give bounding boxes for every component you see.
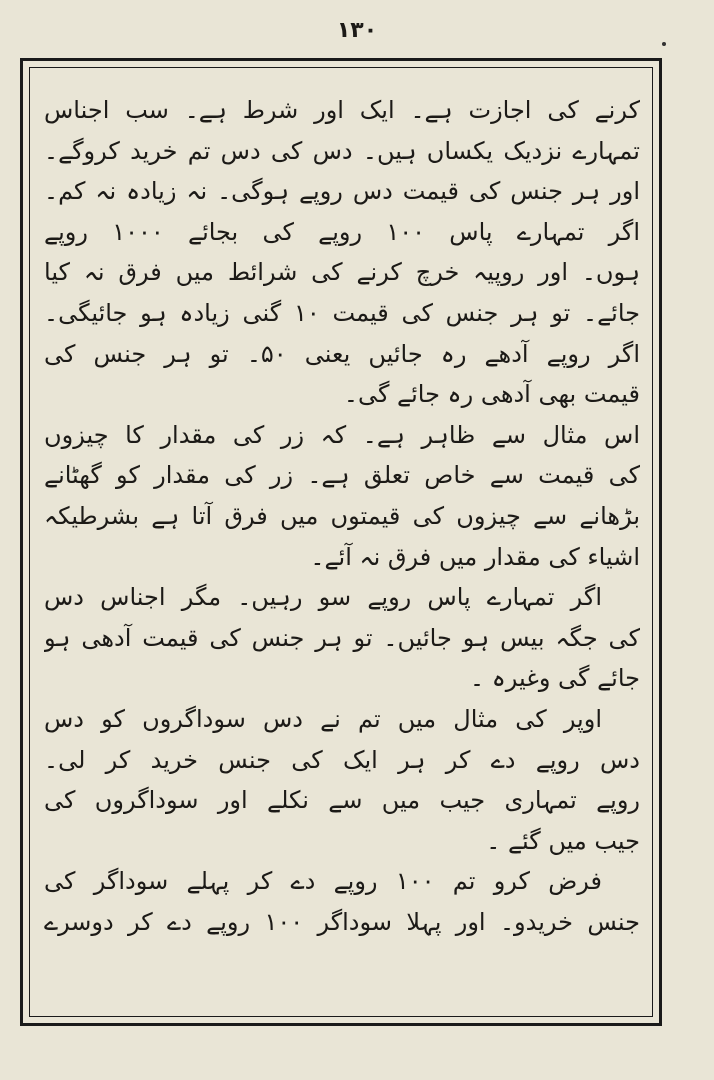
page-number: ۱۳۰ <box>336 18 378 43</box>
ink-dot <box>662 42 666 46</box>
text-line: روپے تمہاری جیب میں سے نکلے اور سوداگروں کی <box>44 786 640 815</box>
text-line: اگر تمہارے پاس روپے سو رہیں۔ مگر اجناس دس <box>44 583 602 612</box>
text-line: ہوں۔ اور روپیہ خرچ کرنے کی شرائط میں فرق نہ کیا <box>44 258 640 287</box>
text-line: جیب میں گئے ۔ <box>486 826 640 855</box>
text-line: جنس خریدو۔ اور پہلا سوداگر ۱۰۰ روپے دے کر دوسرے <box>44 907 640 936</box>
text-line: اوپر کی مثال میں تم نے دس سوداگروں کو دس <box>44 704 602 733</box>
text-line: کرنے کی اجازت ہے۔ ایک اور شرط ہے۔ سب اجناس <box>44 96 640 124</box>
text-line: اگر روپے آدھے رہ جائیں یعنی ۵۰۔ تو ہر جنس کی <box>44 339 640 368</box>
body-text <box>44 90 640 1010</box>
text-line: اشیاء کی مقدار میں فرق نہ آئے۔ <box>310 542 640 571</box>
text-line: بڑھانے سے چیزوں کی قیمتوں میں فرق آتا ہے بشرطیکہ <box>44 501 640 530</box>
text-line: فرض کرو تم ۱۰۰ روپے دے کر پہلے سوداگر کی <box>44 867 603 896</box>
text-line: جائے گی وغیرہ ۔ <box>470 664 640 693</box>
text-line: کی قیمت سے خاص تعلق ہے۔ زر کی مقدار کو گھٹانے <box>44 461 640 490</box>
text-line: اس مثال سے ظاہر ہے۔ کہ زر کی مقدار کا چیزوں <box>44 420 640 449</box>
text-line: تمہارے نزدیک یکساں ہیں۔ دس کی دس تم خرید کروگے۔ <box>44 136 640 165</box>
text-line: جائے۔ تو ہر جنس کی قیمت ۱۰ گنی زیادہ ہو جائیگی۔ <box>44 298 640 327</box>
text-line: قیمت بھی آدھی رہ جائے گی۔ <box>343 380 640 409</box>
text-line: اور ہر جنس کی قیمت دس روپے ہوگی۔ نہ زیادہ نہ کم۔ <box>44 177 640 206</box>
text-line: کی جگہ بیس ہو جائیں۔ تو ہر جنس کی قیمت آدھی ہو <box>44 623 640 652</box>
text-line: دس روپے دے کر ہر ایک کی جنس خرید کر لی۔ <box>44 745 640 774</box>
text-line: اگر تمہارے پاس ۱۰۰ روپے کی بجائے ۱۰۰۰ روپے <box>44 217 640 246</box>
